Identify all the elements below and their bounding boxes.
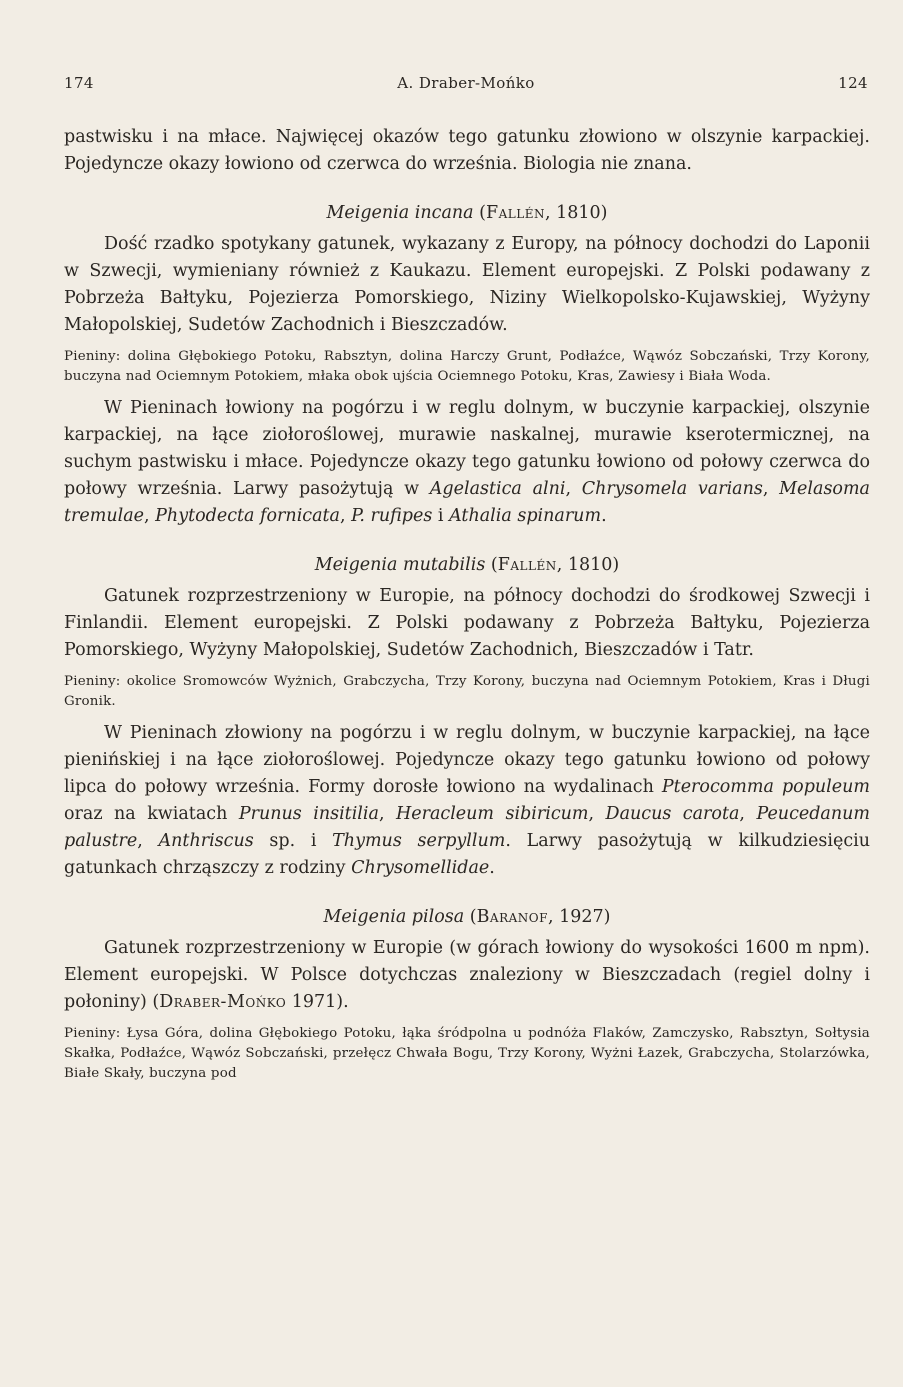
text-run: ( (464, 907, 477, 927)
text-run: Gatunek rozprzestrzeniony w Europie (w górach łowiony do wysokości 1600 m npm). Element europejski. W Polsce dotychczas znaleziony w Bieszczadach (regiel dolny i połoniny) ( (64, 938, 870, 1012)
species-name: Heracleum sibiricum (395, 804, 589, 824)
species-heading (64, 904, 870, 931)
text-run: Pieniny: Łysa Góra, dolina Głębokiego Potoku, łąka śródpolna u podnóża Flaków, Zamczysko, Rabsztyn, Sołtysia Skałka, Podłaźce, Wąwóz Sobczański, przełęcz Chwała Bogu, Trzy Korony, Wyżni Łazek, Grabczycha, Stolarzówka, Białe Skały, buczyna pod (64, 1026, 870, 1081)
species-heading (64, 200, 870, 227)
body-paragraph (64, 231, 870, 339)
species-name: Athalia spinarum (449, 506, 602, 526)
text-run: Dość rzadko spotykany gatunek, wykazany z Europy, na północy dochodzi do Laponii w Szwecji, wymieniany również z Kaukazu. Element europejski. Z Polski podawany z Pobrzeża Bałtyku, Pojezierza Pomorskiego, Niziny Wielkopolsko-Kujawskiej, Wyżyny Małopolskiej, Sudetów Zachodnich i Bieszczadów. (64, 234, 870, 335)
text-run: sp. i (253, 831, 333, 851)
species-name: Phytodecta fornicata (155, 506, 340, 526)
text-run: , (588, 804, 606, 824)
text-run: W Pieninach łowiony na pogórzu i w reglu dolnym, w buczynie karpackiej, olszynie karpackiej, na łące ziołoroślowej, murawie naskalnej, murawie kserotermicznej, na suchym pastwisku i młace. Pojedyncze okazy tego gatunku łowiono od połowy czerwca do połowy września. Larwy pasożytują w (64, 398, 870, 499)
species-name: Meigenia pilosa (323, 907, 465, 927)
locality-list (64, 1024, 870, 1084)
species-name: Meigenia incana (326, 203, 474, 223)
species-name: Agelastica alni (429, 479, 566, 499)
text-run: , (565, 479, 582, 499)
author-header: A. Draber-Mońko (397, 74, 535, 92)
body-paragraph (64, 935, 870, 1016)
page-number-right: 124 (838, 74, 868, 92)
species-name: Pterocomma populeum (661, 777, 870, 797)
locality-list (64, 347, 870, 387)
author-name: Baranof (476, 907, 548, 927)
body-paragraph (64, 124, 870, 178)
species-name: Peucedanum palustre (64, 804, 870, 851)
text-run: 1971). (286, 992, 349, 1012)
text-run: W Pieninach złowiony na pogórzu i w reglu dolnym, w buczynie karpackiej, na łące pienińskiej i na łące ziołoroślowej. Pojedyncze okazy tego gatunku łowiono od połowy lipca do połowy września. Formy dorosłe łowiono na wydalinach (64, 723, 870, 797)
text-run: i (432, 506, 450, 526)
text-run: , (144, 506, 156, 526)
text-run: Pieniny: dolina Głębokiego Potoku, Rabsztyn, dolina Harczy Grunt, Podłaźce, Wąwóz Sobczański, Trzy Korony, buczyna nad Ociemnym Potokiem, młaka obok ujścia Ociemnego Potoku, Kras, Zawiesy i Biała Woda. (64, 349, 870, 384)
species-name: Daucus carota (605, 804, 740, 824)
author-name: Draber-Mońko (159, 992, 287, 1012)
body-paragraph (64, 395, 870, 530)
text-run: . Larwy pasożytują w kilkudziesięciu gatunkach chrząszczy z rodziny (64, 831, 870, 878)
text-run: , (739, 804, 757, 824)
page-number-left: 174 (64, 74, 94, 92)
text-run: Pieniny: okolice Sromowców Wyżnich, Grabczycha, Trzy Korony, buczyna nad Ociemnym Potokiem, Kras i Długi Gronik. (64, 674, 870, 709)
text-run: , (378, 804, 396, 824)
text-run: , 1810) (556, 555, 620, 575)
text-run: , (340, 506, 352, 526)
body-paragraph (64, 583, 870, 664)
text-run: , 1810) (545, 203, 608, 223)
species-heading (64, 552, 870, 579)
text-run: , (137, 831, 159, 851)
species-name: Thymus serpyllum (332, 831, 506, 851)
species-name: Chrysomellidae (351, 858, 490, 878)
text-run: Gatunek rozprzestrzeniony w Europie, na północy dochodzi do środkowej Szwecji i Finlandii. Element europejski. Z Polski podawany z Pobrzeża Bałtyku, Pojezierza Pomorskiego, Wyżyny Małopolskiej, Sudetów Zachodnich, Bieszczadów i Tatr. (64, 586, 870, 660)
main-text (64, 124, 870, 1092)
body-paragraph (64, 720, 870, 882)
species-name: P. rufipes (351, 506, 433, 526)
text-run: ( (473, 203, 486, 223)
text-run: pastwisku i na młace. Najwięcej okazów tego gatunku złowiono w olszynie karpackiej. Pojedyncze okazy łowiono od czerwca do września. Biologia nie znana. (64, 127, 870, 174)
species-name: Meigenia mutabilis (314, 555, 486, 575)
species-name: Chrysomela varians (581, 479, 763, 499)
species-name: Prunus insitilia (238, 804, 379, 824)
text-run: . (601, 506, 607, 526)
text-run: ( (485, 555, 498, 575)
text-run: . (489, 858, 495, 878)
author-name: Fallén (485, 203, 545, 223)
text-run: , (762, 479, 780, 499)
species-name: Anthriscus (158, 831, 254, 851)
species-name: Melasoma tremulae (64, 479, 870, 526)
author-name: Fallén (497, 555, 557, 575)
running-header (64, 74, 868, 92)
text-run: , 1927) (547, 907, 611, 927)
text-run: oraz na kwiatach (64, 804, 239, 824)
locality-list (64, 672, 870, 712)
